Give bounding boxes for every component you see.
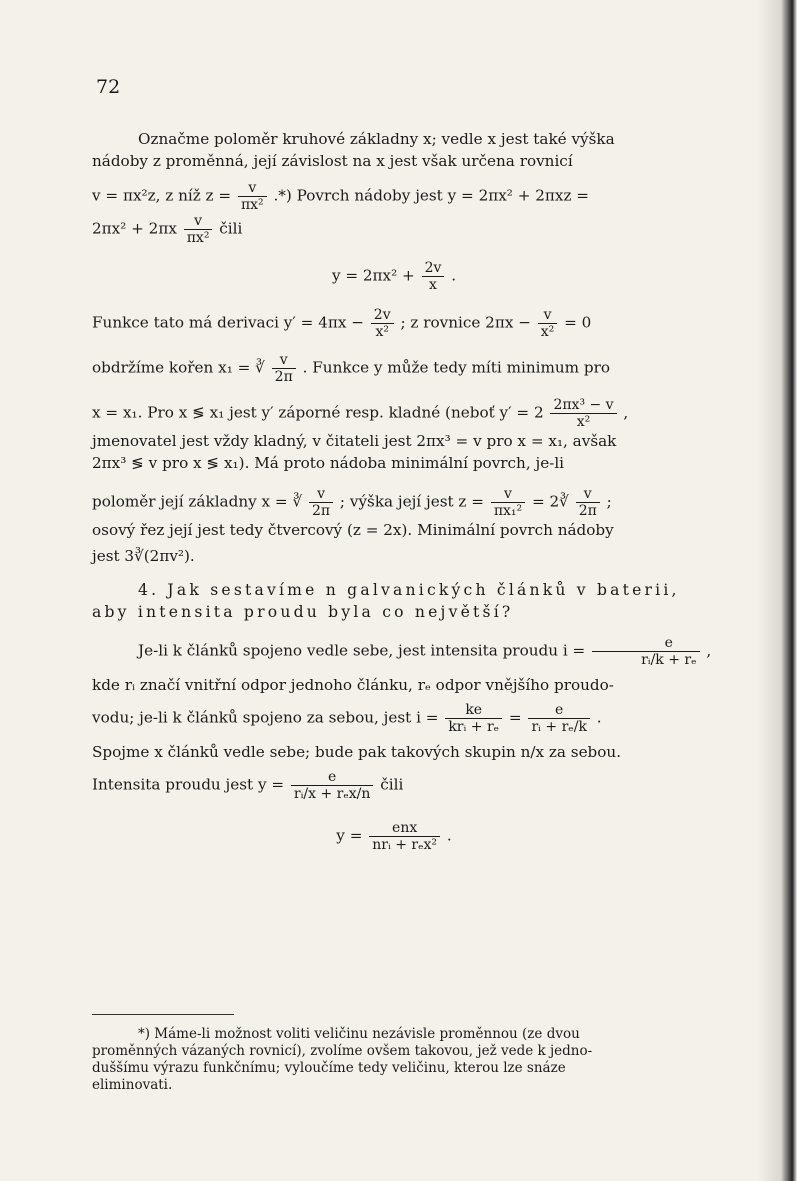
fraction-numerator: e — [592, 635, 699, 652]
text-span: .*) Povrch nádoby jest y = 2πx² + 2πxz = — [273, 186, 590, 205]
fraction — [592, 635, 699, 668]
text-span: v = πx²z, z níž z = — [92, 186, 232, 205]
text-line — [92, 128, 696, 150]
text-span: 2πx³ ≶ v pro x ≶ x₁). Má proto nádoba minimální povrch, je-li — [92, 454, 565, 472]
fraction-numerator: 2πx³ − v — [550, 397, 616, 414]
fraction-numerator: v — [309, 486, 333, 503]
section-heading-line: 4. Jak sestavíme n galvanických článků v baterii, — [138, 581, 680, 599]
text-span: poloměr její základny x = ∛ — [92, 492, 303, 511]
fraction — [550, 397, 616, 430]
fraction-denominator: x — [429, 277, 437, 293]
text-span: ; — [606, 492, 612, 511]
fraction — [238, 180, 267, 213]
fraction-denominator: πx² — [240, 197, 264, 213]
footnote-line: duššímu výrazu funkčnímu; vyloučíme tedy veličinu, kterou lze snáze — [92, 1060, 566, 1076]
text-line — [92, 486, 696, 519]
fraction-denominator: x² — [375, 324, 389, 340]
text-line — [92, 452, 696, 474]
footnote-line: proměnných vázaných rovnicí), zvolíme ovšem takovou, jež vede k jedno- — [92, 1043, 593, 1059]
text-line — [92, 307, 696, 340]
page-number: 72 — [96, 76, 121, 98]
fraction-numerator: v — [238, 180, 267, 197]
equation-part: . — [446, 826, 452, 845]
fraction-denominator: rᵢ/x + rₑx/n — [293, 786, 371, 802]
fraction-numerator: v — [538, 307, 558, 324]
text-span: 2πx² + 2πx — [92, 219, 177, 238]
text-line — [92, 674, 696, 696]
text-span: = 2∛ — [531, 492, 569, 511]
text-span: . — [596, 708, 602, 727]
fraction — [422, 260, 445, 293]
text-line — [92, 635, 712, 668]
text-span: Funkce tato má derivaci y′ = 4πx − — [92, 313, 364, 332]
fraction-denominator: 2π — [578, 503, 597, 519]
text-span: osový řez její jest tedy čtvercový (z = 2x). Minimální povrch nádoby — [92, 521, 614, 539]
text-span: nádoby z proměnná, její závislost na x jest však určena rovnicí — [92, 152, 573, 170]
section-heading-line: aby intensita proudu byla co největší? — [92, 603, 514, 621]
fraction-numerator: e — [528, 702, 589, 719]
text-line — [92, 741, 696, 763]
fraction-numerator: 2v — [371, 307, 394, 324]
text-line — [92, 397, 696, 430]
fraction — [272, 352, 296, 385]
text-span: , — [706, 641, 712, 660]
text-line — [92, 150, 696, 172]
fraction — [309, 486, 333, 519]
text-span: ; výška její jest z = — [339, 492, 484, 511]
page-body — [92, 128, 712, 867]
fraction-denominator: x² — [576, 414, 591, 430]
fraction — [528, 702, 589, 735]
fraction-denominator: krᵢ + rₑ — [448, 719, 500, 735]
section-heading — [92, 579, 696, 623]
fraction — [445, 702, 502, 735]
fraction-numerator: v — [272, 352, 296, 369]
fraction-numerator: v — [491, 486, 525, 503]
fraction-denominator: πx₁² — [493, 503, 523, 519]
footnote-line: eliminovati. — [92, 1077, 173, 1093]
equation-part: y = 2πx² + — [331, 266, 415, 285]
fraction — [576, 486, 600, 519]
equation-display — [92, 260, 696, 293]
fraction — [291, 769, 374, 802]
text-line — [92, 702, 696, 735]
fraction-denominator: rᵢ/k + rₑ — [641, 652, 697, 668]
fraction-numerator: v — [184, 213, 213, 230]
text-span: . Funkce y může tedy míti minimum pro — [302, 358, 611, 377]
text-span: x = x₁. Pro x ≶ x₁ jest y′ záporné resp. kladné (neboť y′ = 2 — [92, 403, 544, 422]
text-span: Intensita proudu jest y = — [92, 775, 285, 794]
text-line — [92, 769, 696, 802]
text-line — [92, 545, 696, 567]
equation-display — [92, 820, 696, 853]
fraction — [184, 213, 213, 246]
text-line — [92, 180, 696, 213]
text-line — [92, 213, 696, 246]
text-span: čili — [380, 775, 404, 794]
fraction-denominator: 2π — [274, 369, 293, 385]
fraction-numerator: v — [576, 486, 600, 503]
fraction-numerator: enx — [369, 820, 440, 837]
fraction — [371, 307, 394, 340]
fraction-denominator: rᵢ + rₑ/k — [531, 719, 587, 735]
fraction-numerator: e — [291, 769, 374, 786]
fraction-denominator: x² — [540, 324, 555, 340]
equation-part: y = — [336, 826, 363, 845]
text-span: = 0 — [564, 313, 592, 332]
fraction-denominator: πx² — [186, 230, 210, 246]
text-span: jest 3∛(2πv²). — [92, 547, 195, 565]
footnote — [92, 1026, 696, 1094]
text-span: ; z rovnice 2πx − — [400, 313, 531, 332]
text-span: , — [623, 403, 629, 422]
text-span: = — [508, 708, 522, 727]
text-span: obdržíme kořen x₁ = ∛ — [92, 358, 265, 377]
fraction-numerator: 2v — [422, 260, 445, 277]
equation-part: . — [451, 266, 457, 285]
page-binding-edge — [757, 0, 797, 1181]
fraction-denominator: 2π — [311, 503, 331, 519]
text-line — [92, 352, 696, 385]
text-span: Je-li k článků spojeno vedle sebe, jest intensita proudu i = — [138, 641, 586, 660]
text-span: vodu; je-li k článků spojeno za sebou, jest i = — [92, 708, 439, 727]
text-line — [92, 430, 696, 452]
fraction — [538, 307, 558, 340]
text-span: kde rᵢ značí vnitřní odpor jednoho článku, rₑ odpor vnějšího proudo- — [92, 676, 614, 694]
text-line — [92, 519, 696, 541]
footnote-line: *) Máme-li možnost voliti veličinu nezávisle proměnnou (ze dvou — [138, 1026, 580, 1042]
fraction-denominator: nrᵢ + rₑx² — [372, 837, 438, 853]
fraction — [491, 486, 525, 519]
text-span: čili — [219, 219, 243, 238]
text-span: Označme poloměr kruhové základny x; vedle x jest také výška — [138, 130, 615, 148]
text-span: jmenovatel jest vždy kladný, v čitateli jest 2πx³ = v pro x = x₁, avšak — [92, 432, 617, 450]
text-span: Spojme x článků vedle sebe; bude pak takových skupin n/x za sebou. — [92, 743, 622, 761]
fraction — [369, 820, 440, 853]
fraction-numerator: ke — [445, 702, 502, 719]
footnote-rule — [92, 1014, 234, 1015]
